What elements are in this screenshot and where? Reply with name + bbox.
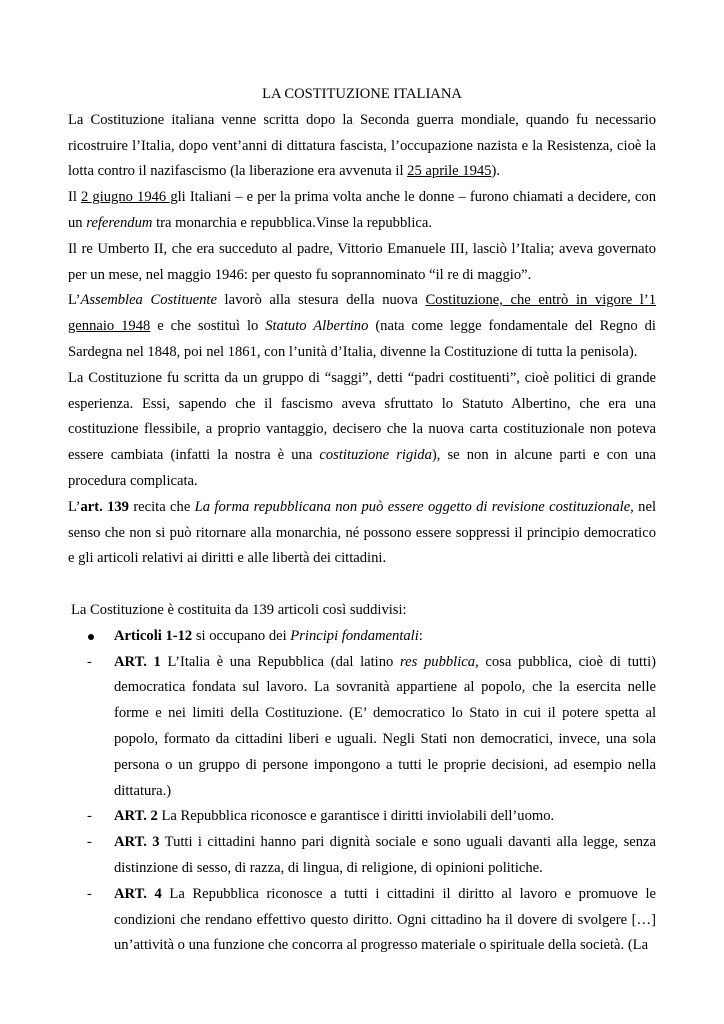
paragraph-text: recita che [128, 498, 195, 515]
item-text: , cosa pubblica, cioè di tutti) democratica fondata sul lavoro. La sovranità appartiene al popolo, che la esercita nelle forme e nei limiti della Costituzione. (E’ democratico lo Stato in cui il potere spetta al popolo, formato da cittadini liberi e uguali. Negli Stati non democratici, invece, una sola persona o un gruppo di persone impongono a tutti le proprie decisioni, ad esempio nella dittatura.) [114, 653, 657, 799]
paragraph-king: Il re Umberto II, che era succeduto al padre, Vittorio Emanuele III, lasciò l’Italia; aveva governato per un mese, nel maggio 1946: per questo fu soprannominato “il re di maggio”. [68, 240, 656, 283]
italic-term: Statuto Albertino [265, 318, 369, 335]
dash-marker: - [87, 653, 92, 670]
underlined-date: 2 giugno 1946 g [81, 189, 178, 206]
item-text: : [418, 627, 423, 644]
document-page [68, 82, 656, 959]
paragraph-text: nel senso che non si può ritornare alla monarchia, né possono essere soppressi il principio democratico e gli articoli relativi ai diritti e alle libertà dei cittadini. [68, 498, 657, 567]
paragraph-text: lavorò alla stesura della nuova [216, 292, 426, 309]
item-text: La Repubblica riconosce e garantisce i diritti inviolabili dell’uomo. [157, 808, 555, 825]
list-item-principles [68, 624, 656, 650]
paragraph-referendum [68, 185, 656, 237]
paragraph-text: li Italiani – e per la prima volta anche le donne – furono chiamati a decidere, con un [68, 189, 656, 231]
blank-line [68, 572, 656, 598]
italic-term: Principi fondamentali [290, 627, 419, 644]
underlined-date: 25 aprile 1945 [407, 163, 492, 180]
paragraph-text: Il [68, 189, 82, 206]
paragraph-text: La Costituzione fu scritta da un gruppo di “saggi”, detti “padri costituenti”, cioè politici di grande esperienza. Essi, sapendo che il fascismo aveva sfruttato lo Statuto Albertino, che era una costituzione flessibile, a proprio vantaggio, decisero che la nuova carta costituzionale non poteva essere cambiata (infatti la nostra è una [68, 369, 656, 464]
bullet-icon [88, 634, 94, 640]
dash-marker: - [87, 808, 92, 825]
italic-term: res pubblica [400, 653, 476, 670]
bold-term: ART. 3 [114, 834, 160, 851]
item-text: L’Italia è una Repubblica (dal latino [160, 653, 401, 670]
italic-term: Assemblea Costituente [80, 292, 217, 309]
item-text: si occupano dei [192, 627, 291, 644]
paragraph-founders [68, 366, 656, 495]
paragraph-text: ), se non in alcune parti e con una procedura complicata. [68, 447, 656, 489]
paragraph-assembly [68, 288, 656, 365]
list-item-art2 [68, 804, 656, 830]
paragraph-text: L’ [68, 498, 81, 515]
bold-term: ART. 4 [114, 885, 162, 902]
bold-term: Articoli 1-12 [114, 627, 193, 644]
underlined-phrase: Costituzione, che entrò in vigore l’1 gennaio 1948 [68, 292, 656, 335]
paragraph-text: (nata come legge fondamentale del Regno di Sardegna nel 1848, poi nel 1861, con l’unità d’Italia, divenne la Costituzione di tutta la penisola). [68, 318, 656, 360]
paragraph-text: ). [491, 163, 500, 180]
document-title: LA COSTITUZIONE ITALIANA [262, 86, 462, 102]
paragraph-art139 [68, 495, 656, 572]
paragraph-text: e che sostituì lo [150, 318, 266, 335]
italic-term: referendum [86, 214, 153, 231]
bold-term: art. 139 [80, 498, 129, 515]
list-item-art1 [68, 650, 656, 805]
paragraph-text: La Costituzione italiana venne scritta dopo la Seconda guerra mondiale, quando fu necessario ricostruire l’Italia, dopo vent’anni di dittatura fascista, l’occupazione nazista e la Resistenza, cioè la lotta contro il nazifascismo (la liberazione era avvenuta il [68, 111, 656, 180]
list-item-art3 [68, 830, 656, 882]
paragraph-text: tra monarchia e repubblica.Vinse la repubblica. [152, 214, 432, 231]
list-item-art4 [68, 882, 656, 959]
paragraph-origins [68, 108, 656, 185]
dash-marker: - [87, 834, 92, 851]
list-intro: La Costituzione è costituita da 139 articoli così suddivisi: [71, 601, 407, 618]
bold-term: ART. 1 [114, 653, 161, 670]
dash-marker: - [87, 885, 92, 902]
item-text: Tutti i cittadini hanno pari dignità sociale e sono uguali davanti alla legge, senza distinzione di sesso, di razza, di lingua, di religione, di opinioni politiche. [114, 834, 656, 876]
italic-term: costituzione rigida [319, 447, 432, 464]
italic-quote: La forma repubblicana non può essere oggetto di revisione costituzionale, [194, 498, 634, 515]
bold-term: ART. 2 [114, 808, 158, 825]
item-text: La Repubblica riconosce a tutti i cittadini il diritto al lavoro e promuove le condizioni che rendano effettivo questo diritto. Ogni cittadino ha il dovere di svolgere […] un’attività o una funzione che concorra al progresso materiale o spirituale della società. (La [114, 885, 657, 954]
paragraph-text: L’ [68, 292, 81, 309]
